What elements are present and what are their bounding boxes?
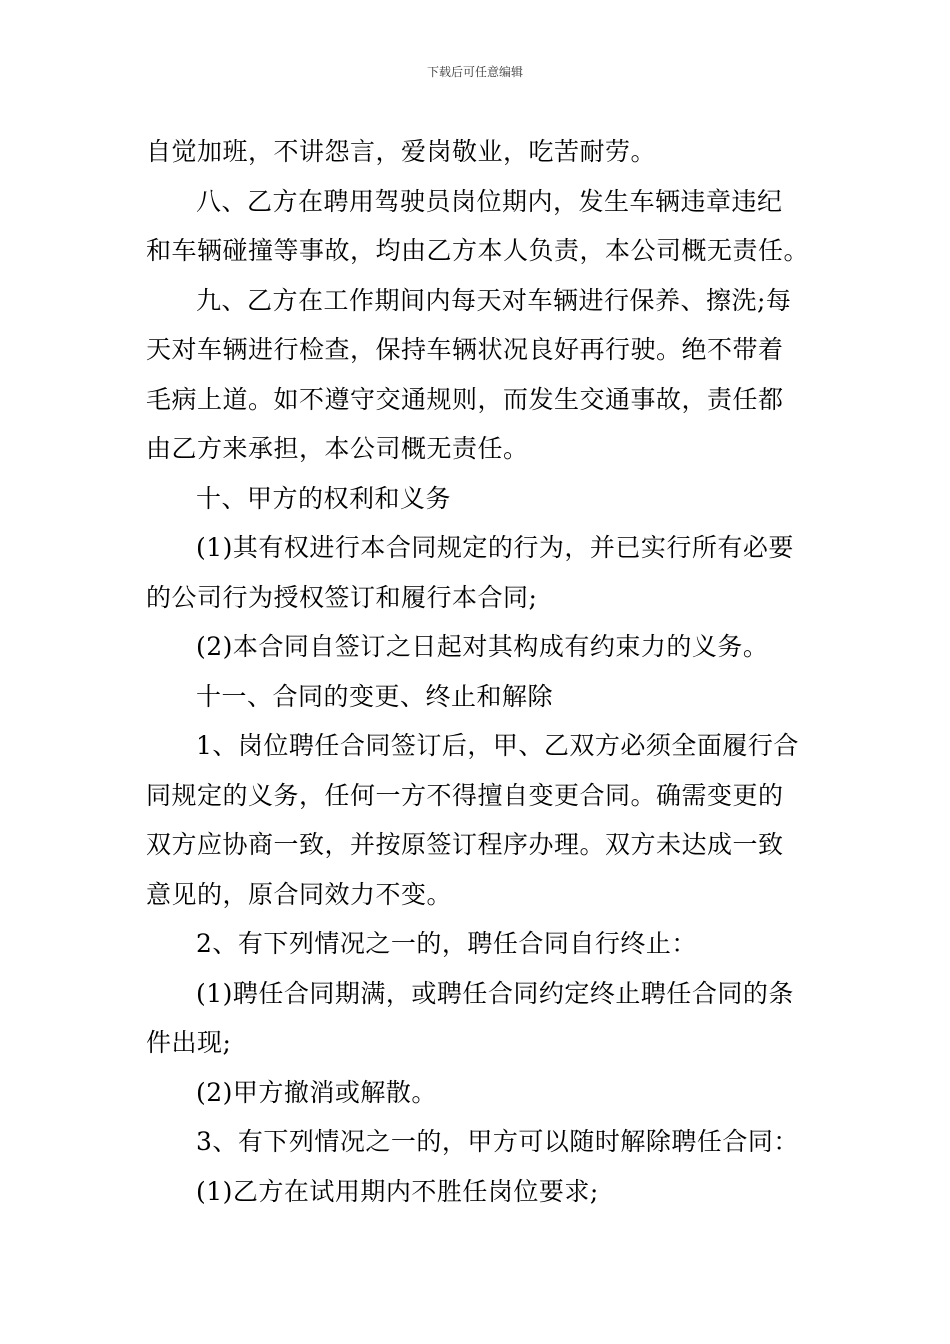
text-line: 天对车辆进行检查，保持车辆状况良好再行驶。绝不带着	[146, 335, 784, 364]
text-line: 的公司行为授权签订和履行本合同;	[146, 582, 538, 612]
page-header: 下载后可任意编辑	[426, 65, 523, 79]
document-body	[146, 127, 808, 1216]
text-line: (2)本合同自签订之日起对其构成有约束力的义务。	[196, 632, 769, 661]
text-line: 和车辆碰撞等事故，均由乙方本人负责，本公司概无责任。	[146, 236, 810, 265]
text-line: (2)甲方撤消或解散。	[196, 1077, 437, 1107]
text-line: 由乙方来承担，本公司概无责任。	[146, 434, 529, 463]
text-line: 1、岗位聘任合同签订后，甲、乙双方必须全面履行合	[196, 731, 799, 760]
text-line: 十、甲方的权利和义务	[196, 483, 452, 513]
text-line: (1)乙方在试用期内不胜任岗位要求;	[196, 1176, 599, 1206]
text-line: 毛病上道。如不遵守交通规则，而发生交通事故，责任都	[146, 384, 784, 414]
text-line: 十一、合同的变更、终止和解除	[196, 681, 554, 711]
text-line: 八、乙方在聘用驾驶员岗位期内，发生车辆违章违纪	[196, 186, 783, 216]
text-line: (1)其有权进行本合同规定的行为，并已实行所有必要	[196, 533, 794, 562]
text-line: 2、有下列情况之一的，聘任合同自行终止：	[196, 929, 697, 958]
text-line: (1)聘任合同期满，或聘任合同约定终止聘任合同的条	[196, 978, 794, 1008]
text-line: 双方应协商一致，并按原签订程序办理。双方未达成一致	[146, 830, 784, 859]
text-line: 3、有下列情况之一的，甲方可以随时解除聘任合同：	[196, 1127, 799, 1156]
text-line: 九、乙方在工作期间内每天对车辆进行保养、擦洗;每	[196, 285, 792, 315]
text-line: 意见的，原合同效力不变。	[146, 879, 453, 909]
text-line: 同规定的义务，任何一方不得擅自变更合同。确需变更的	[146, 780, 784, 810]
text-line: 自觉加班，不讲怨言，爱岗敬业，吃苦耐劳。	[146, 137, 657, 166]
text-line: 件出现;	[146, 1028, 232, 1057]
